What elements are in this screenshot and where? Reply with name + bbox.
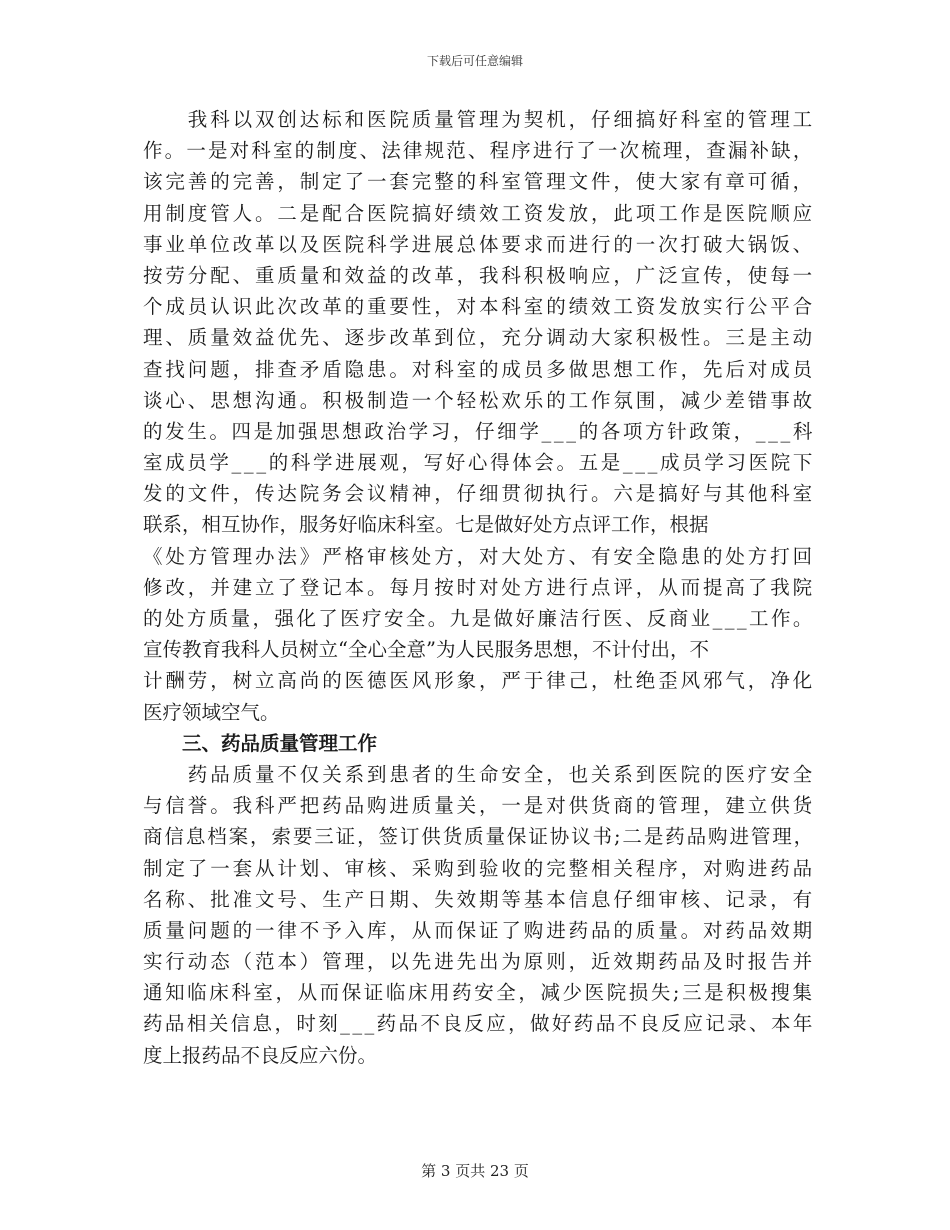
text-line: 计酬劳，树立高尚的医德医风形象，严于律己，杜绝歪风邪气，净化 bbox=[143, 669, 816, 693]
text-line: 我科以双创达标和医院质量管理为契机，仔细搞好科室的管理工 bbox=[143, 108, 816, 131]
text-line: 医疗领域空气。 bbox=[143, 700, 280, 724]
text-line: 度上报药品不良反应六份。 bbox=[143, 1043, 378, 1067]
text-line: 通知临床科室，从而保证临床用药安全，减少医院损失;三是积极搜集 bbox=[143, 981, 815, 1005]
text-line: 谈心、思想沟通。积极制造一个轻松欢乐的工作氛围，减少差错事故 bbox=[143, 388, 816, 412]
text-line: 药品相关信息，时刻___药品不良反应，做好药品不良反应记录、本年 bbox=[143, 1012, 815, 1036]
text-line: 名称、批准文号、生产日期、失效期等基本信息仔细审核、记录，有 bbox=[143, 887, 816, 911]
text-line: 的发生。四是加强思想政治学习，仔细学___的各项方针政策，___科 bbox=[143, 419, 815, 443]
text-line: 制定了一套从计划、审核、采购到验收的完整相关程序，对购进药品 bbox=[143, 856, 816, 880]
text-line: 实行动态（范本）管理，以先进先出为原则，近效期药品及时报告并 bbox=[143, 950, 816, 974]
text-line: 质量问题的一律不予入库，从而保证了购进药品的质量。对药品效期 bbox=[143, 918, 816, 942]
text-line: 商信息档案，索要三证，签订供货质量保证协议书;二是药品购进管理， bbox=[143, 825, 816, 849]
text-line: 个成员认识此次改革的重要性，对本科室的绩效工资发放实行公平合 bbox=[143, 295, 816, 319]
text-line: 用制度管人。二是配合医院搞好绩效工资发放，此项工作是医院顺应 bbox=[143, 201, 816, 225]
text-line: 药品质量不仅关系到患者的生命安全，也关系到医院的医疗安全 bbox=[143, 762, 816, 786]
text-line: 事业单位改革以及医院科学进展总体要求而进行的一次打破大锅饭、 bbox=[143, 232, 816, 256]
section-heading: 三、药品质量管理工作 bbox=[143, 731, 378, 755]
text-line: 理、质量效益优先、逐步改革到位，充分调动大家积极性。三是主动 bbox=[143, 326, 816, 350]
text-line: 查找问题，排查矛盾隐患。对科室的成员多做思想工作，先后对成员 bbox=[143, 357, 816, 381]
document-body bbox=[143, 104, 815, 1071]
page-number: 第 3 页共 23 页 bbox=[421, 1162, 529, 1180]
text-line: 与信誉。我科严把药品购进质量关，一是对供货商的管理，建立供货 bbox=[143, 794, 816, 818]
text-line: 的处方质量，强化了医疗安全。九是做好廉洁行医、反商业___工作。 bbox=[143, 607, 815, 630]
text-line: 修改，并建立了登记本。每月按时对处方进行点评，从而提高了我院 bbox=[143, 575, 816, 599]
text-line: 发的文件，传达院务会议精神，仔细贯彻执行。六是搞好与其他科室 bbox=[143, 482, 816, 506]
text-line: 该完善的完善，制定了一套完整的科室管理文件，使大家有章可循， bbox=[143, 170, 816, 194]
header-note: 下载后可任意编辑 bbox=[426, 54, 523, 68]
text-line: 联系，相互协作，服务好临床科室。七是做好处方点评工作，根据 bbox=[143, 513, 709, 537]
text-line: 按劳分配、重质量和效益的改革，我科积极响应，广泛宣传，使每一 bbox=[143, 263, 816, 287]
text-line: 《处方管理办法》严格审核处方，对大处方、有安全隐患的处方打回 bbox=[143, 544, 816, 568]
text-line: 作。一是对科室的制度、法律规范、程序进行了一次梳理，查漏补缺， bbox=[143, 139, 815, 163]
text-line: 室成员学___的科学进展观，写好心得体会。五是___成员学习医院下 bbox=[143, 451, 816, 475]
text-line: 宣传教育我科人员树立“全心全意”为人民服务思想，不计付出，不 bbox=[143, 638, 709, 662]
